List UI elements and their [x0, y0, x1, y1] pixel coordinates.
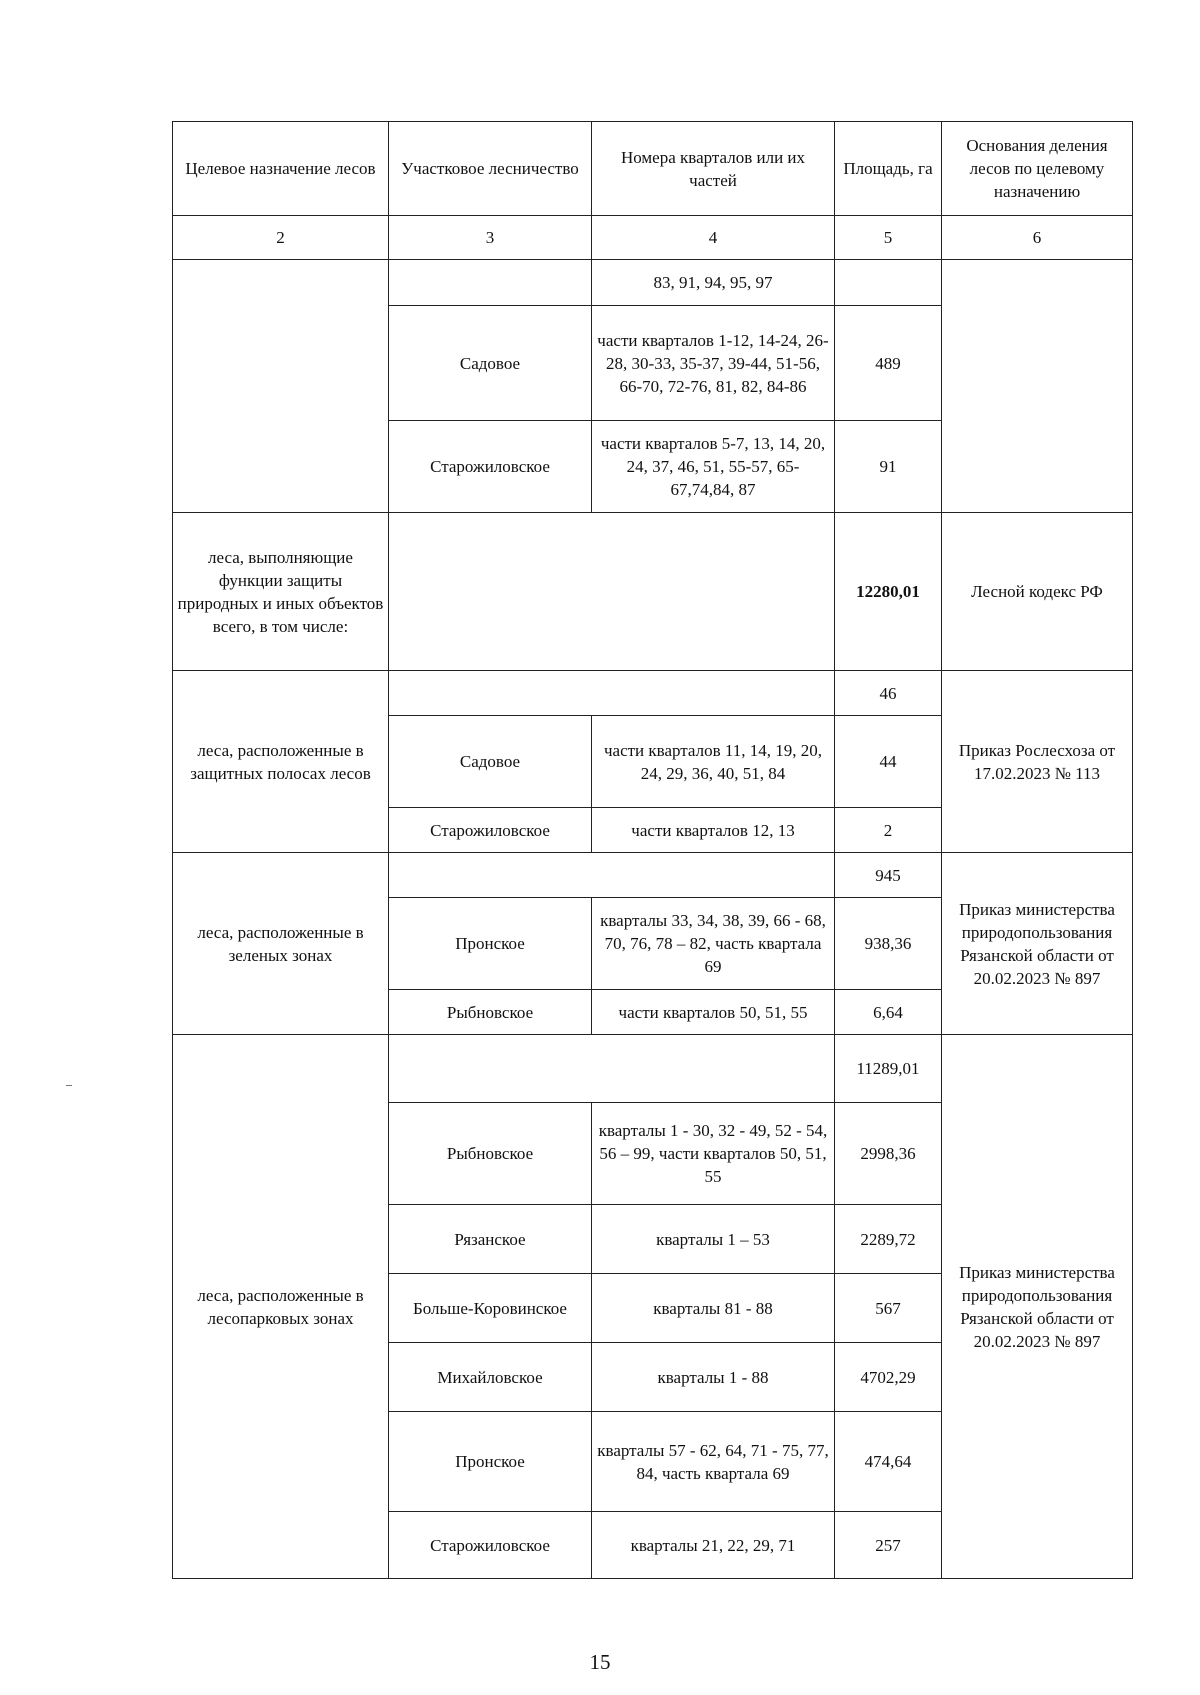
- quarters-cell: части кварталов 1-12, 14-24, 26-28, 30-33, 35-37, 39-44, 51-56, 66-70, 72-76, 81, 82, 84-86: [592, 306, 835, 421]
- quarters-cell: кварталы 21, 22, 29, 71: [592, 1512, 835, 1579]
- area-cell: 11289,01: [835, 1035, 942, 1103]
- forestry-cell: Больше-Коровинское: [389, 1274, 592, 1343]
- quarters-cell: 83, 91, 94, 95, 97: [592, 260, 835, 306]
- area-cell: 567: [835, 1274, 942, 1343]
- area-cell: 945: [835, 853, 942, 898]
- basis-cell-empty: [942, 260, 1133, 513]
- header-purpose: Целевое назначение лесов: [173, 122, 389, 216]
- forestry-quarters-cell-empty: [389, 1035, 835, 1103]
- basis-cell: Лесной кодекс РФ: [942, 513, 1133, 671]
- page-number: 15: [589, 1650, 611, 1674]
- forestry-cell: Садовое: [389, 716, 592, 808]
- area-cell: 91: [835, 421, 942, 513]
- forestry-cell: Старожиловское: [389, 1512, 592, 1579]
- header-forestry: Участковое лесничество: [389, 122, 592, 216]
- forestry-cell: Рыбновское: [389, 990, 592, 1035]
- area-cell: 4702,29: [835, 1343, 942, 1412]
- area-cell: 44: [835, 716, 942, 808]
- forestry-cell: Михайловское: [389, 1343, 592, 1412]
- purpose-cell: леса, расположенные в защитных полосах лесов: [173, 671, 389, 853]
- table-row: [173, 1035, 1133, 1103]
- header-row: [173, 122, 1133, 216]
- quarters-cell: части кварталов 12, 13: [592, 808, 835, 853]
- forestry-cell: Садовое: [389, 306, 592, 421]
- basis-cell: Приказ министерства природопользования Рязанской области от 20.02.2023 № 897: [942, 1035, 1133, 1579]
- column-number-row: [173, 216, 1133, 260]
- area-cell: 938,36: [835, 898, 942, 990]
- area-cell: 474,64: [835, 1412, 942, 1512]
- quarters-cell: кварталы 1 - 88: [592, 1343, 835, 1412]
- table-row: [173, 671, 1133, 716]
- column-number: 6: [942, 216, 1133, 260]
- quarters-cell: кварталы 33, 34, 38, 39, 66 - 68, 70, 76, 78 – 82, часть квартала 69: [592, 898, 835, 990]
- table-row: [173, 853, 1133, 898]
- quarters-cell: кварталы 1 - 30, 32 - 49, 52 - 54, 56 – 99, части кварталов 50, 51, 55: [592, 1103, 835, 1205]
- quarters-cell: кварталы 1 – 53: [592, 1205, 835, 1274]
- column-number: 5: [835, 216, 942, 260]
- forestry-cell-empty: [389, 260, 592, 306]
- column-number: 4: [592, 216, 835, 260]
- scan-mark: [66, 1085, 72, 1086]
- area-cell: 2998,36: [835, 1103, 942, 1205]
- area-cell: 489: [835, 306, 942, 421]
- header-quarters: Номера кварталов или их частей: [592, 122, 835, 216]
- column-number: 3: [389, 216, 592, 260]
- header-basis: Основания деления лесов по целевому назначению: [942, 122, 1133, 216]
- forestry-quarters-cell-empty: [389, 671, 835, 716]
- basis-cell: Приказ Рослесхоза от 17.02.2023 № 113: [942, 671, 1133, 853]
- quarters-cell: кварталы 57 - 62, 64, 71 - 75, 77, 84, часть квартала 69: [592, 1412, 835, 1512]
- area-cell: 2: [835, 808, 942, 853]
- quarters-cell: части кварталов 5-7, 13, 14, 20, 24, 37, 46, 51, 55-57, 65-67,74,84, 87: [592, 421, 835, 513]
- forest-purpose-table: [172, 121, 1133, 1579]
- purpose-cell-empty: [173, 260, 389, 513]
- header-area: Площадь, га: [835, 122, 942, 216]
- forestry-cell: Старожиловское: [389, 808, 592, 853]
- area-cell: 2289,72: [835, 1205, 942, 1274]
- forestry-cell: Пронское: [389, 1412, 592, 1512]
- forestry-quarters-cell-empty: [389, 853, 835, 898]
- table-row: [173, 260, 1133, 306]
- column-number: 2: [173, 216, 389, 260]
- forestry-cell: Рыбновское: [389, 1103, 592, 1205]
- quarters-cell: кварталы 81 - 88: [592, 1274, 835, 1343]
- quarters-cell: части кварталов 50, 51, 55: [592, 990, 835, 1035]
- table-row: [173, 513, 1133, 671]
- area-cell-total: 12280,01: [835, 513, 942, 671]
- purpose-cell: леса, выполняющие функции защиты природных и иных объектов всего, в том числе:: [173, 513, 389, 671]
- area-cell-empty: [835, 260, 942, 306]
- area-cell: 257: [835, 1512, 942, 1579]
- forestry-cell: Рязанское: [389, 1205, 592, 1274]
- forestry-cell: Старожиловское: [389, 421, 592, 513]
- area-cell: 46: [835, 671, 942, 716]
- basis-cell: Приказ министерства природопользования Рязанской области от 20.02.2023 № 897: [942, 853, 1133, 1035]
- purpose-cell: леса, расположенные в зеленых зонах: [173, 853, 389, 1035]
- purpose-cell: леса, расположенные в лесопарковых зонах: [173, 1035, 389, 1579]
- forestry-quarters-cell-empty: [389, 513, 835, 671]
- area-cell: 6,64: [835, 990, 942, 1035]
- forestry-cell: Пронское: [389, 898, 592, 990]
- quarters-cell: части кварталов 11, 14, 19, 20, 24, 29, 36, 40, 51, 84: [592, 716, 835, 808]
